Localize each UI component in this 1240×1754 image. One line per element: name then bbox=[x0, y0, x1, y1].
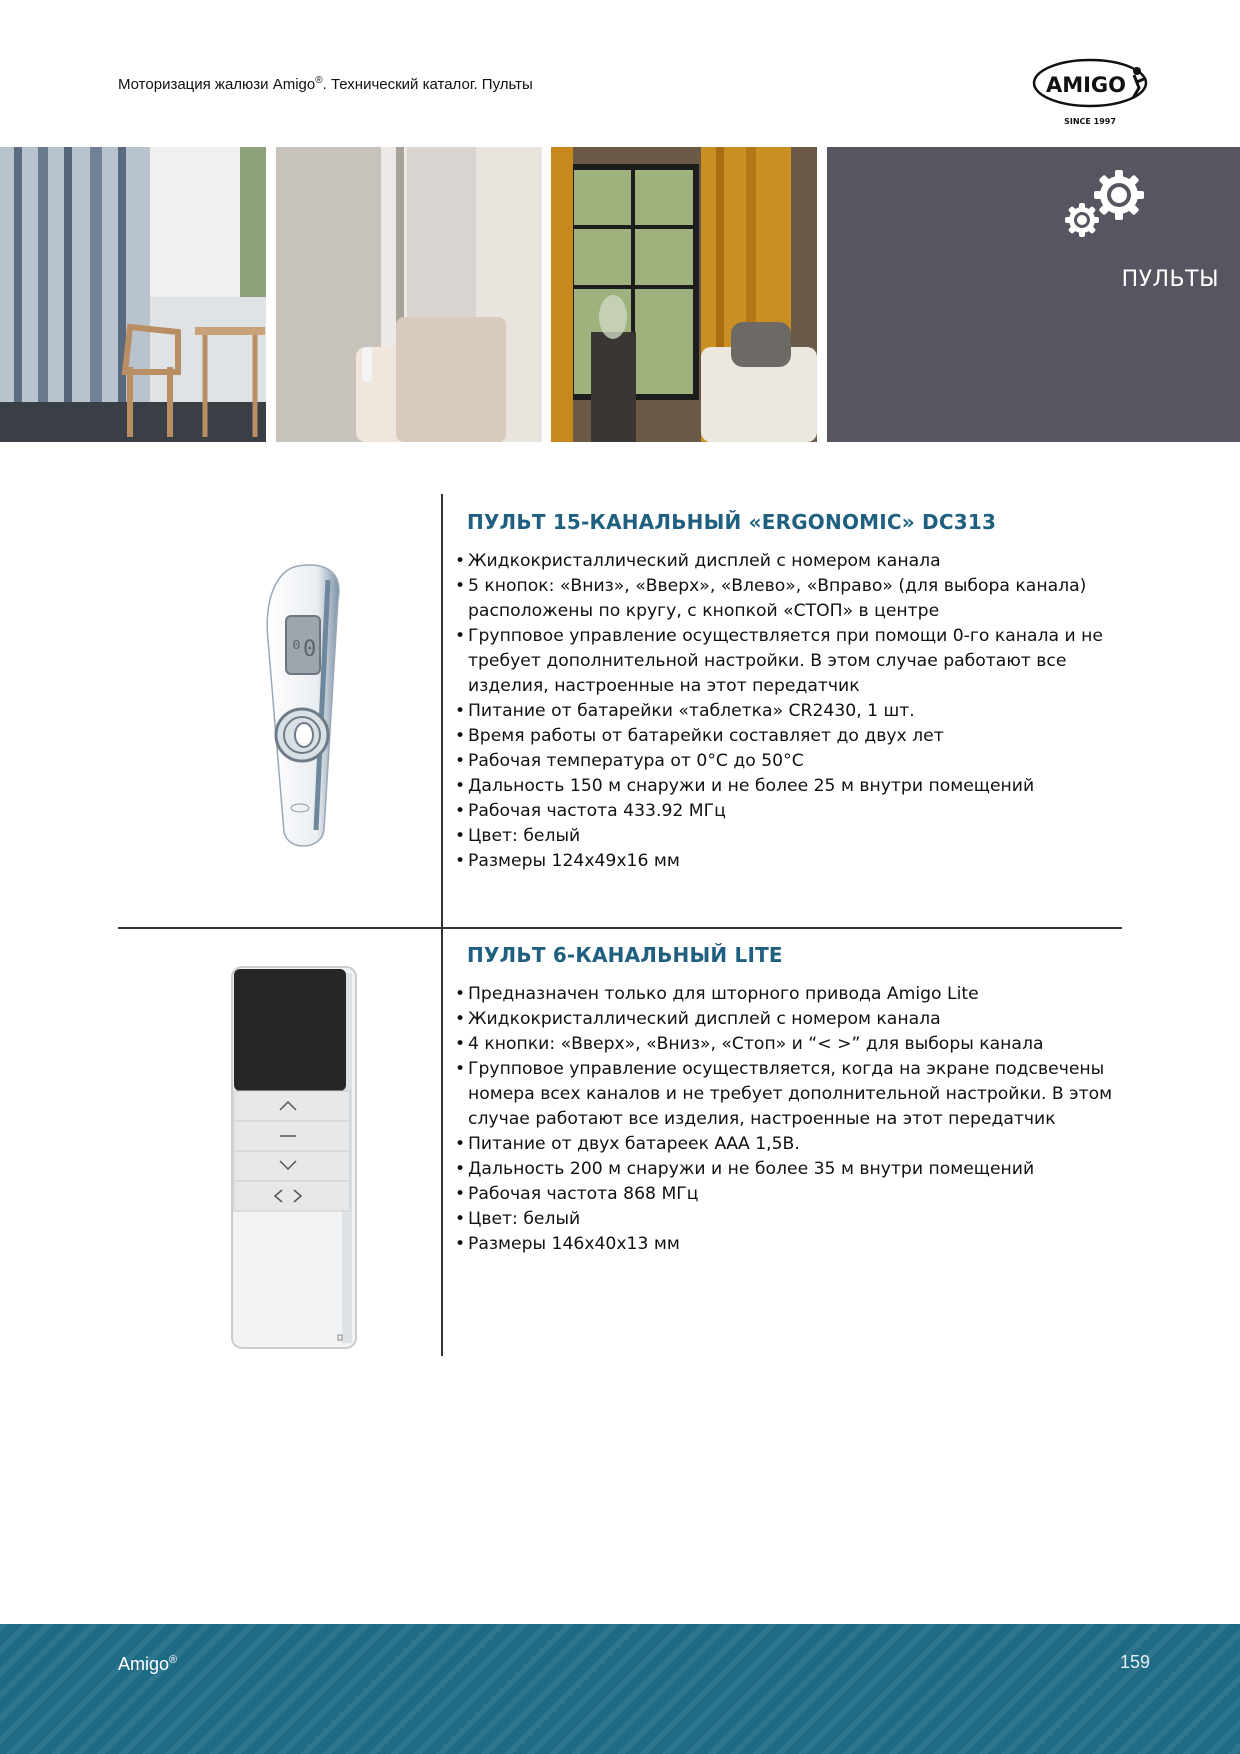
feature-item: • Размеры 146х40х13 мм bbox=[455, 1232, 1135, 1257]
feature-list bbox=[455, 549, 1135, 874]
section-title: ПУЛЬТЫ bbox=[1121, 267, 1219, 292]
vertical-divider-top bbox=[441, 494, 443, 928]
page-footer bbox=[0, 1624, 1240, 1754]
feature-item: • Дальность 150 м снаружи и не более 25 м внутри помещений bbox=[455, 774, 1135, 799]
feature-item: • 4 кнопки: «Вверх», «Вниз», «Стоп» и “< >” для выборы канала bbox=[455, 1032, 1135, 1057]
feature-item: • Время работы от батарейки составляет до двух лет bbox=[455, 724, 1135, 749]
amigo-logo bbox=[1030, 58, 1154, 130]
feature-item: • Питание от двух батареек ААА 1,5В. bbox=[455, 1132, 1135, 1157]
section-banner bbox=[827, 147, 1240, 442]
logo-since: SINCE 1997 bbox=[1064, 117, 1116, 126]
feature-item: • Рабочая частота 868 МГц bbox=[455, 1182, 1135, 1207]
feature-item: • Дальность 200 м снаружи и не более 35 м внутри помещений bbox=[455, 1157, 1135, 1182]
feature-item: • Групповое управление осуществляется, когда на экране подсвечены номера всех каналов и не требует дополнительной настройки. В этом случае работают все изделия, настроенные на этот передатчик bbox=[455, 1057, 1135, 1132]
feature-item: • Групповое управление осуществляется при помощи 0-го канала и не требует дополнительной настройки. В этом случае работают все изделия, настроенные на этот передатчик bbox=[455, 624, 1135, 699]
page-number: 159 bbox=[1119, 1652, 1150, 1672]
feature-item: • Жидкокристаллический дисплей с номером канала bbox=[455, 1007, 1135, 1032]
logo-wordmark: AMIGO bbox=[1045, 73, 1127, 97]
interior-photo-remote-on-wall bbox=[276, 147, 542, 442]
product-title: ПУЛЬТ 6-КАНАЛЬНЫЙ LITE bbox=[467, 943, 783, 967]
remote-ergonomic-image bbox=[258, 560, 348, 855]
interior-photo-window-yellow-curtains bbox=[551, 147, 817, 442]
remote-lite-image bbox=[230, 965, 358, 1350]
feature-item: • Размеры 124х49х16 мм bbox=[455, 849, 1135, 874]
feature-item: • Рабочая температура от 0°С до 50°С bbox=[455, 749, 1135, 774]
footer-brand: Amigo® bbox=[118, 1654, 178, 1674]
gears-icon bbox=[1064, 168, 1150, 244]
vertical-divider-bottom bbox=[441, 928, 443, 1356]
document-header-title: Моторизация жалюзи Amigo®. Технический каталог. Пульты bbox=[118, 75, 533, 93]
feature-item: • Цвет: белый bbox=[455, 1207, 1135, 1232]
feature-item: • Жидкокристаллический дисплей с номером канала bbox=[455, 549, 1135, 574]
interior-photo-curtains-chairs bbox=[0, 147, 266, 442]
product-title: ПУЛЬТ 15-КАНАЛЬНЫЙ «ERGONOMIC» DC313 bbox=[467, 510, 997, 534]
feature-list bbox=[455, 982, 1135, 1257]
feature-item: • 5 кнопок: «Вниз», «Вверх», «Влево», «Вправо» (для выбора канала) расположены по кругу, с кнопкой «СТОП» в центре bbox=[455, 574, 1135, 624]
feature-item: • Питание от батарейки «таблетка» CR2430, 1 шт. bbox=[455, 699, 1135, 724]
feature-item: • Предназначен только для шторного привода Amigo Lite bbox=[455, 982, 1135, 1007]
horizontal-divider bbox=[118, 927, 1122, 929]
feature-item: • Рабочая частота 433.92 МГц bbox=[455, 799, 1135, 824]
svg-text:⁰0: ⁰0 bbox=[289, 637, 317, 662]
feature-item: • Цвет: белый bbox=[455, 824, 1135, 849]
